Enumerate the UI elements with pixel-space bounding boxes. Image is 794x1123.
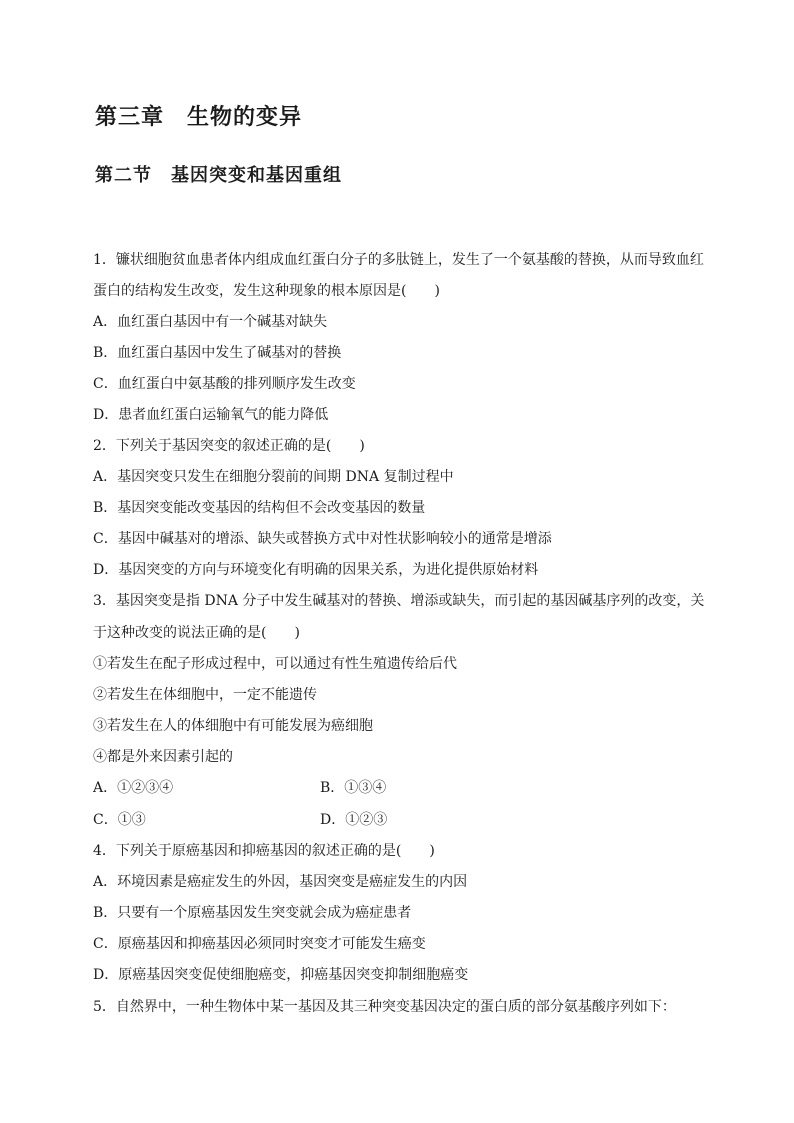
q1-option-c: C．血红蛋白中氨基酸的排列顺序发生改变 <box>93 376 356 392</box>
q3-statement-1: ①若发生在配子形成过程中，可以通过有性生殖遗传给后代 <box>93 656 457 672</box>
q1-stem-line-1: 1．镰状细胞贫血患者体内组成血红蛋白分子的多肽链上，发生了一个氨基酸的替换，从而导致血红 <box>93 252 704 268</box>
q3-stem-line-2: 于这种改变的说法正确的是( ) <box>93 625 300 641</box>
q3-option-c: C．①③ <box>93 812 146 828</box>
q3-stem-line-1: 3．基因突变是指 DNA 分子中发生碱基对的替换、增添或缺失，而引起的基因碱基序列的改变，关 <box>93 593 705 609</box>
q3-statement-2: ②若发生在体细胞中，一定不能遗传 <box>93 687 317 703</box>
q1-option-a: A．血红蛋白基因中有一个碱基对缺失 <box>93 314 328 330</box>
q2-option-a: A．基因突变只发生在细胞分裂前的间期 DNA 复制过程中 <box>93 469 454 485</box>
q1-option-b: B．血红蛋白基因中发生了碱基对的替换 <box>93 345 342 361</box>
q3-statement-3: ③若发生在人的体细胞中有可能发展为癌细胞 <box>93 718 373 734</box>
q4-option-c: C．原癌基因和抑癌基因必须同时突变才可能发生癌变 <box>93 936 426 952</box>
q4-option-b: B．只要有一个原癌基因发生突变就会成为癌症患者 <box>93 905 412 921</box>
q3-option-b: B．①③④ <box>320 780 387 796</box>
q2-option-c: C．基因中碱基对的增添、缺失或替换方式中对性状影响较小的通常是增添 <box>93 531 552 547</box>
q4-stem: 4．下列关于原癌基因和抑癌基因的叙述正确的是( ) <box>93 843 435 859</box>
chapter-title: 第三章 生物的变异 <box>95 104 303 130</box>
q2-option-b: B．基因突变能改变基因的结构但不会改变基因的数量 <box>93 500 426 516</box>
q3-option-d: D．①②③ <box>320 812 388 828</box>
section-title: 第二节 基因突变和基因重组 <box>95 165 342 186</box>
q4-option-a: A．环境因素是癌症发生的外因，基因突变是癌症发生的内因 <box>93 874 468 890</box>
q2-option-d: D．基因突变的方向与环境变化有明确的因果关系，为进化提供原始材料 <box>93 562 539 578</box>
q4-option-d: D．原癌基因突变促使细胞癌变，抑癌基因突变抑制细胞癌变 <box>93 967 469 983</box>
q1-stem-line-2: 蛋白的结构发生改变，发生这种现象的根本原因是( ) <box>93 283 440 299</box>
q1-option-d: D．患者血红蛋白运输氧气的能力降低 <box>93 407 329 423</box>
q3-statement-4: ④都是外来因素引起的 <box>93 749 233 765</box>
q2-stem: 2．下列关于基因突变的叙述正确的是( ) <box>93 438 365 454</box>
q5-stem: 5．自然界中，一种生物体中某一基因及其三种突变基因决定的蛋白质的部分氨基酸序列如下： <box>93 999 676 1015</box>
q3-option-a: A．①②③④ <box>93 780 174 796</box>
